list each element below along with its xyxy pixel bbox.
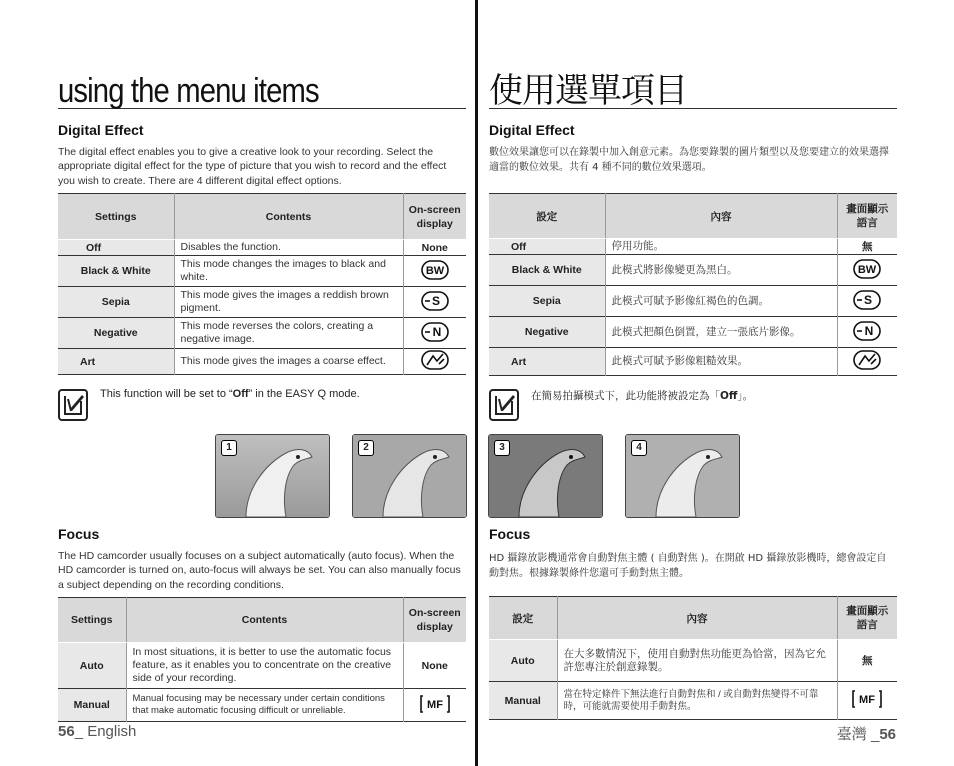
display-cell <box>837 255 897 286</box>
setting-cell: Off <box>58 240 174 256</box>
focus-paragraph-zh: HD 攝錄放影機通常會自動對焦主體 ( 自動對焦 )。在開啟 HD 攝錄放影機時，總會設定自動對焦。根據錄製條件您還可手動對焦主體。 <box>489 553 887 579</box>
table-row <box>489 255 897 286</box>
content-cell: 在大多數情況下，使用自動對焦功能更為恰當，因為它允許您專注於創意錄製。 <box>557 640 837 682</box>
negative-icon <box>851 320 883 345</box>
dolphin-photo-2 <box>352 434 467 518</box>
display-cell <box>837 682 897 720</box>
setting-cell: Auto <box>58 643 126 689</box>
svg-text:MF: MF <box>426 698 443 711</box>
dolphin-photo-3 <box>488 434 603 518</box>
col-header-settings: Settings <box>58 598 126 643</box>
center-divider <box>475 0 478 766</box>
negative-icon <box>419 321 451 346</box>
table-row <box>58 287 466 318</box>
display-cell <box>837 348 897 376</box>
table-row <box>489 317 897 348</box>
digital-effect-table-zh <box>489 193 897 376</box>
page-title-zh: 使用選單項目 <box>489 74 897 109</box>
col-header-contents: 內容 <box>557 597 837 640</box>
display-cell <box>403 349 466 375</box>
focus-heading-zh: Focus <box>489 526 531 542</box>
content-cell: 停用功能。 <box>605 239 837 255</box>
photo-label-4: 4 <box>631 440 647 456</box>
photo-label-2: 2 <box>358 440 374 456</box>
setting-cell: Sepia <box>489 286 605 317</box>
content-cell: Disables the function. <box>174 240 403 256</box>
dolphin-photo-4 <box>625 434 740 518</box>
svg-text:S: S <box>864 292 873 307</box>
focus-table-zh <box>489 596 897 720</box>
focus-paragraph: The HD camcorder usually focuses on a subject automatically (auto focus). When the HD camcorder is turned on, auto-focus will always be set. You can also manually focus a subject depending on the recording conditions. <box>58 550 461 591</box>
setting-cell: Black & White <box>489 255 605 286</box>
col-header-contents: Contents <box>174 194 403 240</box>
display-cell: 無 <box>862 655 873 667</box>
table-row <box>58 256 466 287</box>
content-cell: In most situations, it is better to use the automatic focus feature, as it enables you to concentrate on the creative side of your recording. <box>126 643 403 689</box>
art-icon <box>851 349 883 374</box>
focus-rows <box>58 643 466 722</box>
col-header-contents: 內容 <box>605 194 837 239</box>
svg-text:N: N <box>864 323 874 338</box>
content-cell: Manual focusing may be necessary under certain conditions that make automatic focusing difficult or unreliable. <box>126 689 403 722</box>
sepia-icon <box>419 290 451 315</box>
col-header-display: On-screen display <box>403 194 466 240</box>
col-header-display: 畫面顯示語言 <box>837 194 897 239</box>
setting-cell: Sepia <box>58 287 174 318</box>
focus-table <box>58 597 466 722</box>
table-row <box>489 239 897 255</box>
svg-text:S: S <box>431 293 440 308</box>
digital-effect-rows-zh <box>489 239 897 376</box>
display-cell <box>837 286 897 317</box>
footer-page-number-left: 56_ English <box>58 723 137 740</box>
digital-effect-heading-zh: Digital Effect <box>489 122 575 138</box>
digital-effect-rows <box>58 240 466 375</box>
svg-text:N: N <box>432 324 442 339</box>
footer-page-number-right: 臺灣 _56 <box>836 726 896 743</box>
display-cell <box>403 689 466 722</box>
easy-q-note-zh: 在簡易拍攝模式下，此功能將被設定為「Off」。 <box>531 390 754 402</box>
photo-label-1: 1 <box>221 440 237 456</box>
mf-icon <box>851 688 883 713</box>
display-cell <box>403 256 466 287</box>
display-cell <box>403 318 466 349</box>
display-cell: 無 <box>862 241 873 253</box>
content-cell: This mode gives the images a coarse effect. <box>174 349 403 375</box>
content-cell: 此模式將影像變更為黑白。 <box>605 255 837 286</box>
setting-cell: Art <box>489 348 605 376</box>
col-header-display: 畫面顯示語言 <box>837 597 897 640</box>
bw-icon <box>419 259 451 284</box>
art-icon <box>419 349 451 374</box>
content-cell: 當在特定條件下無法進行自動對焦和 / 或自動對焦變得不可靠時，可能就需要使用手動對焦。 <box>557 682 837 720</box>
photo-label-3: 3 <box>494 440 510 456</box>
setting-cell: Black & White <box>58 256 174 287</box>
setting-cell: Manual <box>489 682 557 720</box>
digital-effect-paragraph-zh: 數位效果讓您可以在錄製中加入創意元素。為您要錄製的圖片類型以及您要建立的效果選擇適當的數位效果。共有 4 種不同的數位效果選項。 <box>489 147 889 173</box>
display-cell: None <box>421 659 448 672</box>
content-cell: This mode reverses the colors, creating a negative image. <box>174 318 403 349</box>
table-row <box>58 349 466 375</box>
setting-cell: Negative <box>58 318 174 349</box>
display-cell: None <box>421 241 448 254</box>
setting-cell: Art <box>58 349 174 375</box>
note-icon <box>489 389 519 419</box>
content-cell: This mode changes the images to black and white. <box>174 256 403 287</box>
col-header-settings: 設定 <box>489 194 605 239</box>
content-cell: This mode gives the images a reddish brown pigment. <box>174 287 403 318</box>
focus-heading: Focus <box>58 526 100 542</box>
setting-cell: Manual <box>58 689 126 722</box>
setting-cell: Auto <box>489 640 557 682</box>
table-row <box>58 240 466 256</box>
setting-cell: Off <box>489 239 605 255</box>
page-title: using the menu items <box>58 74 466 109</box>
content-cell: 此模式把顏色倒置，建立一張底片影像。 <box>605 317 837 348</box>
table-row <box>489 286 897 317</box>
svg-text:MF: MF <box>859 694 876 706</box>
col-header-settings: 設定 <box>489 597 557 640</box>
table-row <box>489 682 897 720</box>
table-row <box>58 689 466 722</box>
display-cell <box>837 317 897 348</box>
digital-effect-paragraph: The digital effect enables you to give a creative look to your recording. Select the appropriate digital effect for the type of picture that you wish to record and the effect you wish to create. There are 4 different digital effect options. <box>58 146 447 187</box>
svg-text:BW: BW <box>858 263 877 276</box>
col-header-contents: Contents <box>126 598 403 643</box>
focus-rows-zh <box>489 640 897 720</box>
table-row <box>58 318 466 349</box>
digital-effect-table <box>58 193 466 375</box>
content-cell: 此模式可賦予影像粗糙效果。 <box>605 348 837 376</box>
svg-text:BW: BW <box>425 264 444 277</box>
content-cell: 此模式可賦予影像紅褐色的色調。 <box>605 286 837 317</box>
dolphin-photo-1 <box>215 434 330 518</box>
col-header-settings: Settings <box>58 194 174 240</box>
mf-icon <box>419 693 451 718</box>
setting-cell: Negative <box>489 317 605 348</box>
note-icon <box>58 389 88 419</box>
table-row <box>489 348 897 376</box>
easy-q-note: This function will be set to “Off” in the EASY Q mode. <box>100 388 360 400</box>
table-row <box>489 640 897 682</box>
bw-icon <box>851 258 883 283</box>
col-header-display: On-screen display <box>403 598 466 643</box>
table-row <box>58 643 466 689</box>
display-cell <box>403 287 466 318</box>
sepia-icon <box>851 289 883 314</box>
digital-effect-heading: Digital Effect <box>58 122 144 138</box>
